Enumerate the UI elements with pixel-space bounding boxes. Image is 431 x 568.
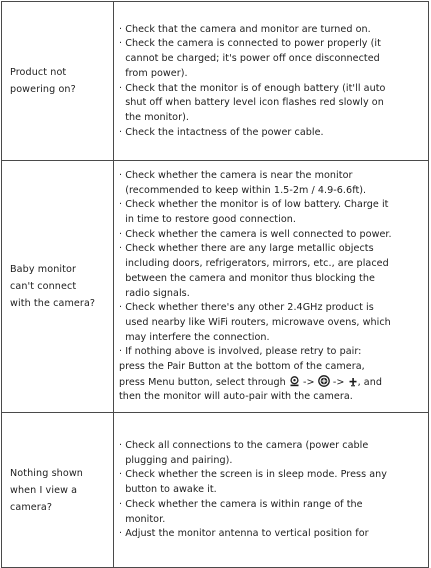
question-cell: [2, 2, 114, 161]
answer-line: press the Pair Button at the bottom of the camera,: [119, 361, 365, 373]
answer-line: · Check whether the camera is within range of the: [119, 498, 363, 510]
pairing-sparkle-icon: [348, 377, 358, 387]
answer-line: · Check the camera is connected to power properly (it: [119, 38, 381, 50]
answer-line: including doors, refrigerators, mirrors, etc., are placed: [119, 258, 389, 270]
answer-line: the monitor).: [119, 111, 189, 123]
answer-line: plugging and pairing).: [119, 454, 233, 466]
question-cell: [2, 161, 114, 413]
table-row: [2, 2, 429, 161]
question-line: with the camera?: [10, 298, 96, 309]
answer-line: · Check whether the camera is well connected to power.: [119, 228, 392, 240]
answer-line: (recommended to keep within 1.5-2m / 4.9-6.6ft).: [119, 184, 367, 196]
answer-line: · Check the intactness of the power cable.: [119, 126, 324, 138]
question-line: when I view a: [10, 484, 78, 496]
question-line: Baby monitor: [10, 264, 77, 275]
arrow-text: ->: [303, 376, 315, 388]
answer-text: , and: [357, 376, 382, 388]
troubleshooting-table: [1, 1, 429, 568]
answer-line: shut off when battery level icon flashes red slowly on: [119, 97, 384, 109]
answer-line: then the monitor will auto-pair with the camera.: [119, 391, 353, 403]
arrow-text: ->: [332, 376, 345, 388]
circle-plus-icon: [318, 375, 330, 387]
answer-line: · Check whether there are any large metallic objects: [119, 243, 374, 255]
answer-line: from power).: [119, 67, 188, 79]
answer-line: in time to restore good connection.: [119, 213, 296, 225]
question-line: can't connect: [10, 281, 77, 292]
question-line: Product not: [10, 67, 67, 78]
answer-line: · Check whether the screen is in sleep mode. Press any: [119, 469, 388, 481]
answer-line-with-icons: [119, 375, 424, 391]
answer-text: press Menu button, select through: [119, 376, 286, 388]
answer-line: · Check whether the monitor is of low battery. Charge it: [119, 199, 389, 211]
answer-line: · If nothing above is involved, please retry to pair:: [119, 346, 362, 358]
question-line: camera?: [10, 501, 53, 513]
answer-line: · Check that the camera and monitor are turned on.: [119, 23, 371, 35]
answer-line: · Check all connections to the camera (power cable: [119, 440, 369, 452]
answer-line: · Check whether the camera is near the monitor: [119, 169, 353, 181]
table-row: [2, 161, 429, 413]
answer-line: between the camera and monitor thus blocking the: [119, 272, 375, 284]
answer-cell: [114, 413, 429, 568]
table-row: [2, 413, 429, 568]
question-line: Nothing shown: [10, 467, 83, 479]
answer-line: monitor.: [119, 513, 166, 525]
answer-cell: [114, 2, 429, 161]
answer-line: · Check whether there's any other 2.4GHz product is: [119, 302, 374, 314]
answer-line: cannot be charged; it's power off once disconnected: [119, 53, 380, 65]
answer-line: · Adjust the monitor antenna to vertical position for: [119, 528, 369, 540]
question-cell: [2, 413, 114, 568]
answer-cell: [114, 161, 429, 413]
answer-line: · Check that the monitor is of enough battery (it'll auto: [119, 82, 386, 94]
answer-line: radio signals.: [119, 287, 190, 299]
answer-line: may interfere the connection.: [119, 331, 270, 343]
camera-pair-icon: [289, 376, 300, 387]
answer-line: used nearby like WiFi routers, microwave ovens, which: [119, 316, 391, 328]
answer-line: button to awake it.: [119, 484, 217, 496]
question-line: powering on?: [10, 84, 76, 95]
